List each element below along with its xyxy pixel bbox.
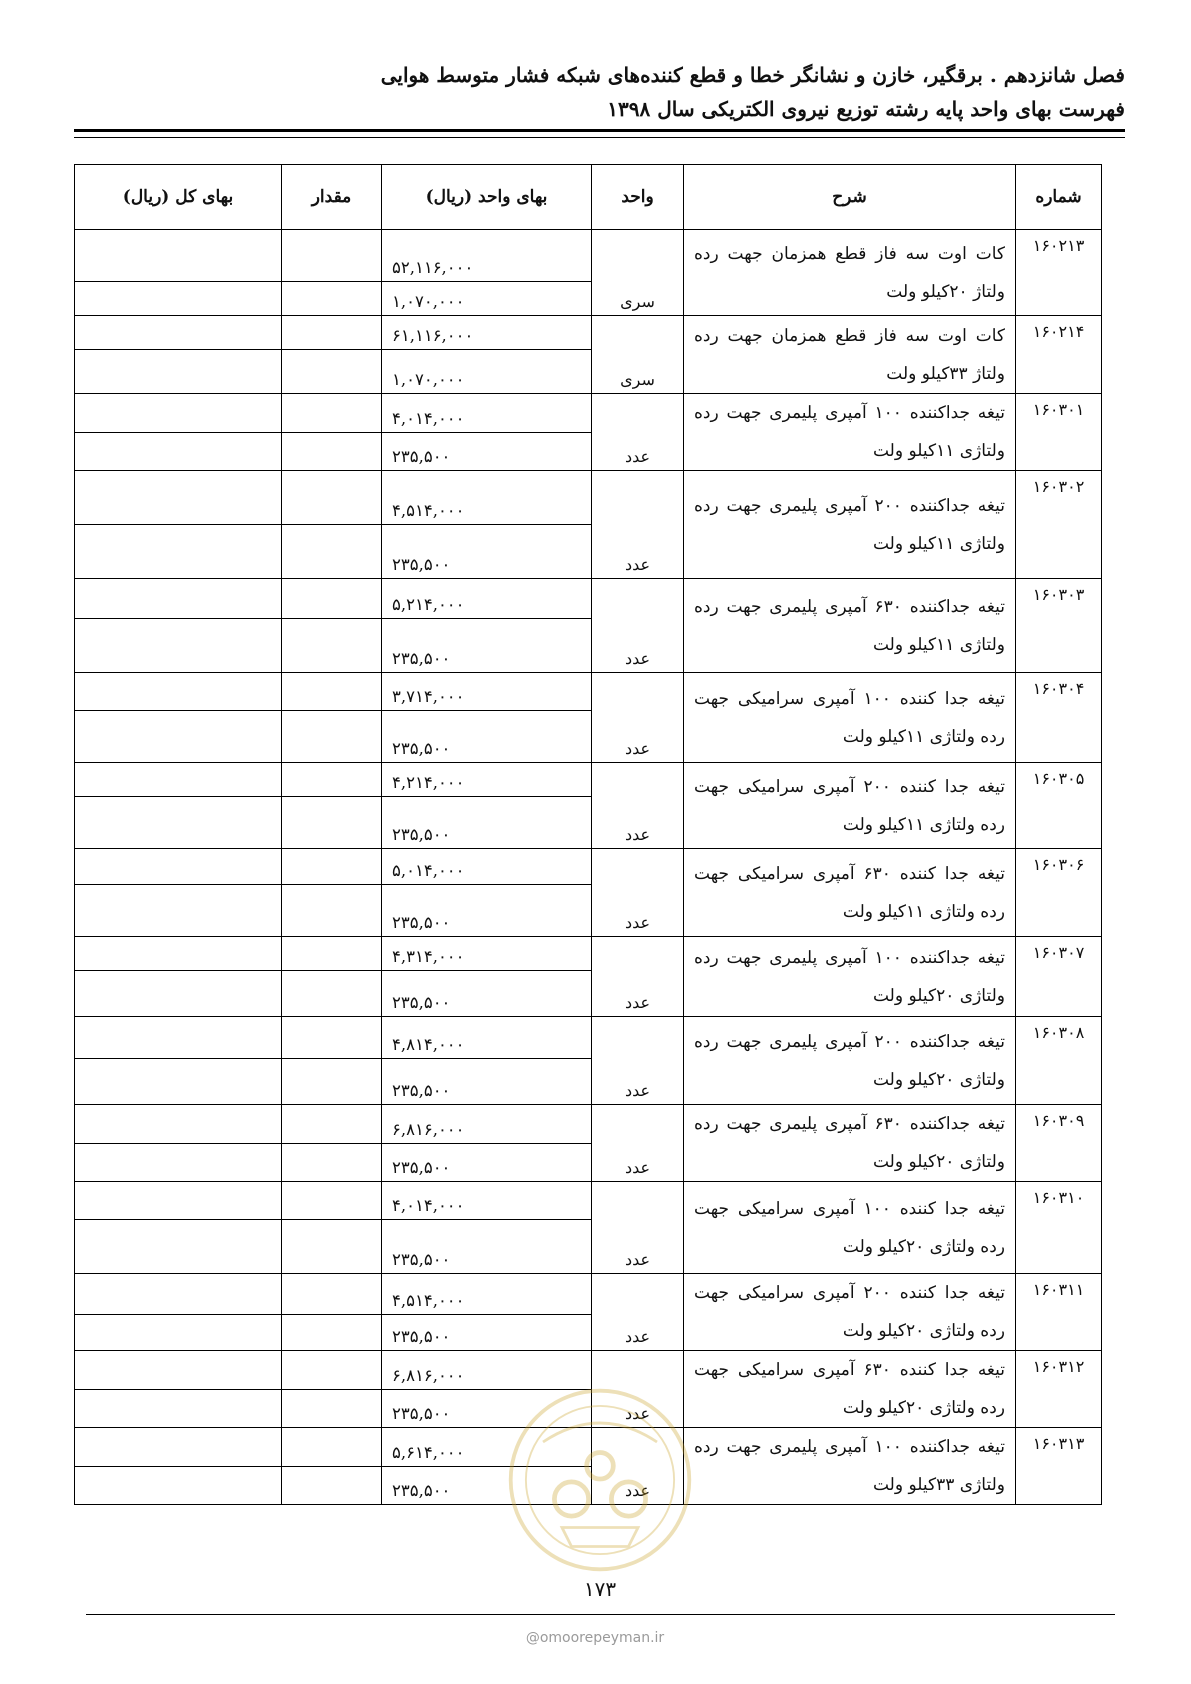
item-quantity-secondary	[282, 971, 382, 1017]
page-header	[74, 58, 1125, 126]
table-row	[75, 579, 1102, 619]
table-row	[75, 1182, 1102, 1220]
item-quantity	[282, 316, 382, 350]
item-total-price-secondary	[75, 525, 282, 579]
item-total-price-secondary	[75, 971, 282, 1017]
item-unit-price: ۴,۸۱۴,۰۰۰	[382, 1017, 592, 1059]
item-total-price	[75, 673, 282, 711]
item-number: ۱۶۰۳۱۰	[1016, 1182, 1102, 1274]
item-unit-price: ۵,۲۱۴,۰۰۰	[382, 579, 592, 619]
item-unit-price-secondary: ۱,۰۷۰,۰۰۰	[382, 282, 592, 316]
item-unit-price-secondary: ۲۳۵,۵۰۰	[382, 1389, 592, 1428]
table-row	[75, 1105, 1102, 1144]
item-unit: عدد	[592, 1274, 684, 1351]
item-description: تیغه جداکننده ۱۰۰ آمپری پلیمری جهت رده ولتاژی ۱۱کیلو ولت	[684, 394, 1016, 471]
header-rule-thick	[74, 129, 1125, 132]
table-row	[75, 471, 1102, 525]
item-quantity	[282, 673, 382, 711]
item-unit: سری	[592, 230, 684, 316]
item-quantity	[282, 1182, 382, 1220]
table-header-row	[75, 165, 1102, 230]
item-unit-price-secondary: ۲۳۵,۵۰۰	[382, 1059, 592, 1105]
item-total-price-secondary	[75, 1143, 282, 1182]
item-total-price-secondary	[75, 1466, 282, 1505]
item-quantity-secondary	[282, 525, 382, 579]
header-unit: واحد	[592, 165, 684, 230]
header-quantity: مقدار	[282, 165, 382, 230]
item-unit-price: ۵۲,۱۱۶,۰۰۰	[382, 230, 592, 282]
item-unit-price: ۵,۰۱۴,۰۰۰	[382, 849, 592, 885]
chapter-title: فصل شانزدهم . برقگیر، خازن و نشانگر خطا و قطع کننده‌های شبکه فشار متوسط هوایی	[380, 63, 1125, 87]
header-total-price: بهای کل (ریال)	[75, 165, 282, 230]
item-total-price	[75, 230, 282, 282]
table-row	[75, 763, 1102, 797]
item-quantity-secondary	[282, 282, 382, 316]
item-total-price	[75, 579, 282, 619]
item-quantity-secondary	[282, 1059, 382, 1105]
item-unit-price-secondary: ۲۳۵,۵۰۰	[382, 1143, 592, 1182]
item-quantity	[282, 1428, 382, 1467]
table-row	[75, 1017, 1102, 1059]
item-number: ۱۶۰۳۰۲	[1016, 471, 1102, 579]
item-quantity-secondary	[282, 1466, 382, 1505]
item-description: تیغه جداکننده ۶۳۰ آمپری پلیمری جهت رده ولتاژی ۱۱کیلو ولت	[684, 579, 1016, 673]
item-unit-price-secondary: ۲۳۵,۵۰۰	[382, 432, 592, 471]
item-number: ۱۶۰۳۱۲	[1016, 1351, 1102, 1428]
table-row	[75, 1274, 1102, 1315]
item-total-price-secondary	[75, 1389, 282, 1428]
table-row	[75, 1351, 1102, 1390]
item-total-price	[75, 937, 282, 971]
item-total-price	[75, 1105, 282, 1144]
item-quantity	[282, 849, 382, 885]
item-number: ۱۶۰۳۱۱	[1016, 1274, 1102, 1351]
item-quantity-secondary	[282, 350, 382, 394]
item-unit: عدد	[592, 394, 684, 471]
item-number: ۱۶۰۳۰۳	[1016, 579, 1102, 673]
item-unit: عدد	[592, 579, 684, 673]
item-quantity	[282, 394, 382, 433]
item-unit: عدد	[592, 673, 684, 763]
item-quantity-secondary	[282, 1143, 382, 1182]
item-description: تیغه جداکننده ۶۳۰ آمپری پلیمری جهت رده ولتاژی ۲۰کیلو ولت	[684, 1105, 1016, 1182]
item-unit-price: ۵,۶۱۴,۰۰۰	[382, 1428, 592, 1467]
item-total-price-secondary	[75, 1059, 282, 1105]
item-total-price-secondary	[75, 711, 282, 763]
item-unit-price-secondary: ۲۳۵,۵۰۰	[382, 525, 592, 579]
table-row	[75, 849, 1102, 885]
item-number: ۱۶۰۳۰۶	[1016, 849, 1102, 937]
item-unit-price-secondary: ۱,۰۷۰,۰۰۰	[382, 350, 592, 394]
item-description: تیغه جدا کننده ۲۰۰ آمپری سرامیکی جهت رده ولتاژی ۲۰کیلو ولت	[684, 1274, 1016, 1351]
item-number: ۱۶۰۲۱۴	[1016, 316, 1102, 394]
item-total-price-secondary	[75, 1220, 282, 1274]
item-unit-price: ۴,۵۱۴,۰۰۰	[382, 471, 592, 525]
item-description: کات اوت سه فاز قطع همزمان جهت رده ولتاژ ۳۳کیلو ولت	[684, 316, 1016, 394]
item-unit-price: ۶,۸۱۶,۰۰۰	[382, 1105, 592, 1144]
item-unit-price: ۴,۲۱۴,۰۰۰	[382, 763, 592, 797]
item-unit-price: ۳,۷۱۴,۰۰۰	[382, 673, 592, 711]
item-unit-price: ۴,۳۱۴,۰۰۰	[382, 937, 592, 971]
item-quantity-secondary	[282, 619, 382, 673]
table-row	[75, 937, 1102, 971]
item-number: ۱۶۰۳۰۹	[1016, 1105, 1102, 1182]
item-description: تیغه جداکننده ۱۰۰ آمپری پلیمری جهت رده ولتاژی ۳۳کیلو ولت	[684, 1428, 1016, 1505]
item-description: تیغه جدا کننده ۱۰۰ آمپری سرامیکی جهت رده ولتاژی ۱۱کیلو ولت	[684, 673, 1016, 763]
page-number: ۱۷۳	[583, 1577, 617, 1601]
item-number: ۱۶۰۳۰۱	[1016, 394, 1102, 471]
item-quantity-secondary	[282, 885, 382, 937]
item-quantity-secondary	[282, 797, 382, 849]
item-unit: عدد	[592, 763, 684, 849]
item-quantity	[282, 763, 382, 797]
item-total-price	[75, 849, 282, 885]
item-unit-price: ۶۱,۱۱۶,۰۰۰	[382, 316, 592, 350]
header-number: شماره	[1016, 165, 1102, 230]
item-unit: عدد	[592, 937, 684, 1017]
item-total-price	[75, 316, 282, 350]
item-description: تیغه جداکننده ۱۰۰ آمپری پلیمری جهت رده ولتاژی ۲۰کیلو ولت	[684, 937, 1016, 1017]
header-unit-price: بهای واحد (ریال)	[382, 165, 592, 230]
item-number: ۱۶۰۳۰۵	[1016, 763, 1102, 849]
item-description: تیغه جدا کننده ۶۳۰ آمپری سرامیکی جهت رده ولتاژی ۱۱کیلو ولت	[684, 849, 1016, 937]
item-unit-price: ۴,۵۱۴,۰۰۰	[382, 1274, 592, 1315]
item-total-price-secondary	[75, 282, 282, 316]
item-unit-price-secondary: ۲۳۵,۵۰۰	[382, 971, 592, 1017]
item-total-price	[75, 1274, 282, 1315]
item-quantity	[282, 1105, 382, 1144]
item-quantity-secondary	[282, 432, 382, 471]
item-quantity-secondary	[282, 711, 382, 763]
item-unit-price-secondary: ۲۳۵,۵۰۰	[382, 1314, 592, 1350]
item-quantity	[282, 937, 382, 971]
table-row	[75, 1428, 1102, 1467]
item-quantity-secondary	[282, 1389, 382, 1428]
table-row	[75, 230, 1102, 282]
table-row	[75, 394, 1102, 433]
item-unit: عدد	[592, 1428, 684, 1505]
item-total-price	[75, 763, 282, 797]
item-total-price	[75, 394, 282, 433]
item-unit: عدد	[592, 1017, 684, 1105]
item-total-price-secondary	[75, 797, 282, 849]
item-number: ۱۶۰۳۰۷	[1016, 937, 1102, 1017]
item-description: تیغه جدا کننده ۱۰۰ آمپری سرامیکی جهت رده ولتاژی ۲۰کیلو ولت	[684, 1182, 1016, 1274]
table-row	[75, 316, 1102, 350]
item-total-price	[75, 1182, 282, 1220]
item-description: تیغه جداکننده ۲۰۰ آمپری پلیمری جهت رده ولتاژی ۲۰کیلو ولت	[684, 1017, 1016, 1105]
item-unit-price-secondary: ۲۳۵,۵۰۰	[382, 1466, 592, 1505]
item-quantity-secondary	[282, 1314, 382, 1350]
item-description: تیغه جدا کننده ۲۰۰ آمپری سرامیکی جهت رده ولتاژی ۱۱کیلو ولت	[684, 763, 1016, 849]
item-number: ۱۶۰۳۱۳	[1016, 1428, 1102, 1505]
item-quantity	[282, 230, 382, 282]
item-quantity	[282, 471, 382, 525]
item-description: کات اوت سه فاز قطع همزمان جهت رده ولتاژ ۲۰کیلو ولت	[684, 230, 1016, 316]
item-quantity-secondary	[282, 1220, 382, 1274]
footer-rule	[86, 1614, 1115, 1615]
document-title: فهرست بهای واحد پایه رشته توزیع نیروی الکتریکی سال ۱۳۹۸	[607, 97, 1125, 121]
item-total-price	[75, 471, 282, 525]
item-unit-price-secondary: ۲۳۵,۵۰۰	[382, 711, 592, 763]
item-total-price-secondary	[75, 885, 282, 937]
item-quantity	[282, 1274, 382, 1315]
item-unit: عدد	[592, 849, 684, 937]
item-unit-price-secondary: ۲۳۵,۵۰۰	[382, 619, 592, 673]
item-unit: سری	[592, 316, 684, 394]
item-quantity	[282, 1017, 382, 1059]
item-total-price-secondary	[75, 619, 282, 673]
item-unit: عدد	[592, 1105, 684, 1182]
item-unit-price: ۶,۸۱۶,۰۰۰	[382, 1351, 592, 1390]
item-total-price	[75, 1351, 282, 1390]
item-quantity	[282, 579, 382, 619]
item-description: تیغه جداکننده ۲۰۰ آمپری پلیمری جهت رده ولتاژی ۱۱کیلو ولت	[684, 471, 1016, 579]
item-unit: عدد	[592, 1182, 684, 1274]
item-total-price	[75, 1428, 282, 1467]
item-unit-price-secondary: ۲۳۵,۵۰۰	[382, 797, 592, 849]
item-unit-price-secondary: ۲۳۵,۵۰۰	[382, 1220, 592, 1274]
header-rule-thin	[74, 137, 1125, 138]
table-row	[75, 673, 1102, 711]
item-number: ۱۶۰۳۰۸	[1016, 1017, 1102, 1105]
item-number: ۱۶۰۳۰۴	[1016, 673, 1102, 763]
item-quantity	[282, 1351, 382, 1390]
item-total-price-secondary	[75, 432, 282, 471]
item-unit-price: ۴,۰۱۴,۰۰۰	[382, 1182, 592, 1220]
header-description: شرح	[684, 165, 1016, 230]
item-unit-price: ۴,۰۱۴,۰۰۰	[382, 394, 592, 433]
item-description: تیغه جدا کننده ۶۳۰ آمپری سرامیکی جهت رده ولتاژی ۲۰کیلو ولت	[684, 1351, 1016, 1428]
price-table	[74, 164, 1102, 1505]
item-total-price	[75, 1017, 282, 1059]
item-unit: عدد	[592, 1351, 684, 1428]
item-number: ۱۶۰۲۱۳	[1016, 230, 1102, 316]
website-watermark: @omoorepeyman.ir	[525, 1630, 665, 1646]
item-unit: عدد	[592, 471, 684, 579]
item-total-price-secondary	[75, 1314, 282, 1350]
item-unit-price-secondary: ۲۳۵,۵۰۰	[382, 885, 592, 937]
item-total-price-secondary	[75, 350, 282, 394]
